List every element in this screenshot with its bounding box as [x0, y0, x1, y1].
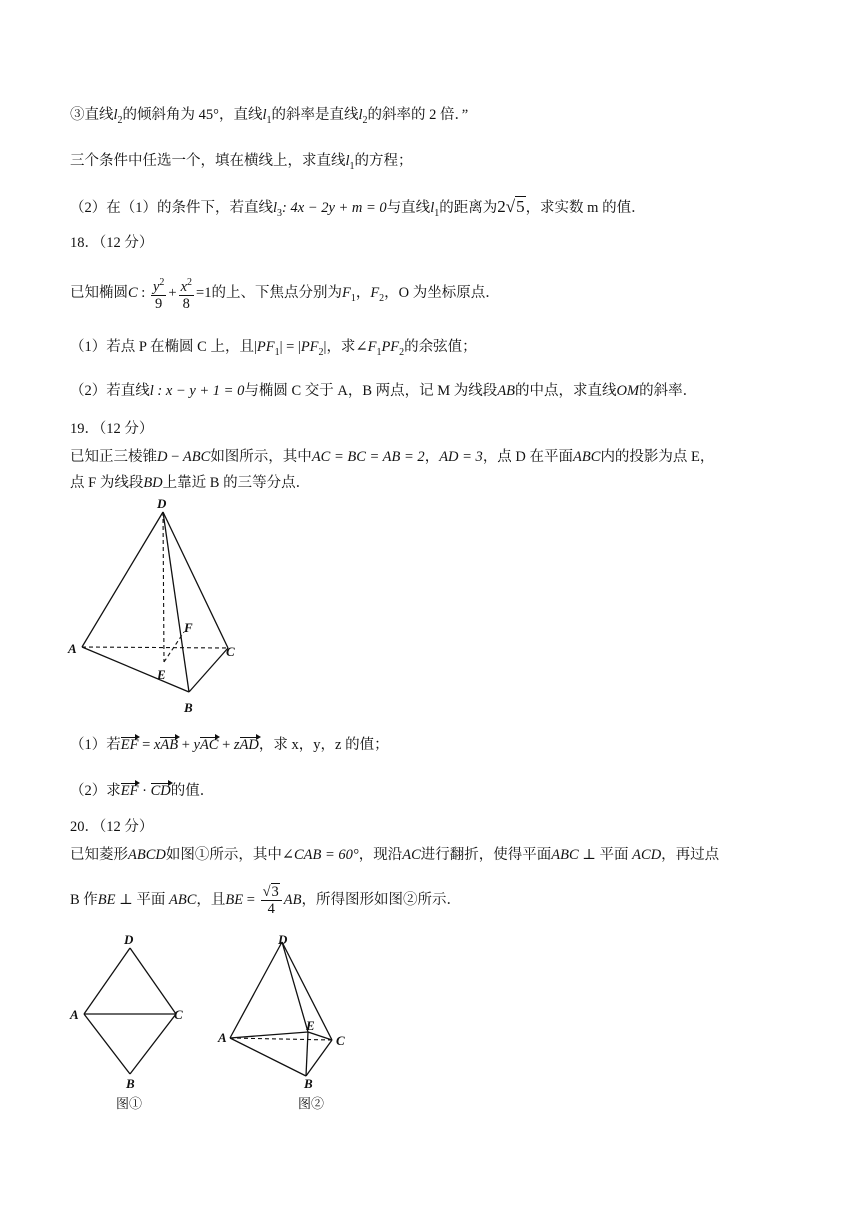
- label-A: A: [68, 641, 77, 656]
- label-D: D: [157, 496, 167, 511]
- q20-intro-line1: 已知菱形ABCD如图①所示，其中∠CAB = 60°，现沿AC进行翻折，使得平面ABC ⊥ 平面 ACD，再过点: [70, 847, 720, 863]
- q18-intro: 已知椭圆C : $\frac{y^2}{9}$ + $\frac{x^2}{8}$ =1的上、下焦点分别为$F_1$，$F_2$，O 为坐标原点．: [70, 277, 500, 313]
- fig2-label-C: C: [336, 1033, 345, 1048]
- q20-heading: 20．（12 分）: [70, 819, 154, 835]
- label-C: C: [226, 644, 235, 659]
- label-B: B: [184, 700, 193, 715]
- q19-intro-line1: 已知正三棱锥D − ABC如图所示，其中AC = BC = AB = 2，AD = 3，点 D 在平面ABC内的投影为点 E，: [70, 449, 715, 465]
- fig1-label-A: A: [70, 1007, 79, 1022]
- fig2-label-B: B: [304, 1076, 313, 1091]
- q17-part2: （2）在（1）的条件下，若直线$l_3$: 4x − 2y + m = 0与直线$l_1$的距离为2√5，求实数 m 的值．: [70, 197, 646, 219]
- q20-figure-2-folded: [212, 928, 362, 1118]
- q19-tetrahedron-figure: [60, 492, 260, 722]
- q19-heading: 19．（12 分）: [70, 421, 154, 437]
- q20-intro-line2: B 作BE ⊥ 平面 ABC，且BE = $\frac{√3}{4}$ AB，所得图形如图②所示．: [70, 884, 462, 918]
- label-E: E: [157, 667, 166, 682]
- fig1-label-C: C: [174, 1007, 183, 1022]
- fig2-caption: 图②: [298, 1096, 325, 1111]
- q19-part1: （1）若EF = xAB + yAC + zAD，求 x，y，z 的值；: [70, 737, 389, 753]
- q17-condition-3: ③直线$l_2$的倾斜角为 45°，直线$l_1$的斜率是直线$l_2$的斜率的 2 倍．”: [70, 107, 469, 126]
- q19-part2: （2）求EF · CD的值．: [70, 783, 215, 799]
- q18-part1: （1）若点 P 在椭圆 C 上，且$|PF_1| = |PF_2|$，求$\angle F_1PF_2$的余弦值；: [70, 339, 477, 358]
- fig2-label-A: A: [218, 1030, 227, 1045]
- label-F: F: [184, 620, 193, 635]
- fig2-label-E: E: [306, 1018, 315, 1033]
- fig1-label-B: B: [126, 1076, 135, 1091]
- q17-instruction: 三个条件中任选一个，填在横线上，求直线$l_1$的方程；: [70, 153, 413, 172]
- q18-heading: 18．（12 分）: [70, 235, 154, 251]
- fig1-caption: 图①: [116, 1096, 143, 1111]
- fig1-label-D: D: [124, 932, 134, 947]
- q19-intro-line2: 点 F 为线段BD上靠近 B 的三等分点．: [70, 475, 311, 491]
- q18-part2: （2）若直线l : x − y + 1 = 0与椭圆 C 交于 A，B 两点，记 M 为线段AB的中点，求直线OM的斜率．: [70, 383, 698, 399]
- fig2-label-D: D: [278, 932, 288, 947]
- q20-figure-1-rhombus: [60, 928, 200, 1118]
